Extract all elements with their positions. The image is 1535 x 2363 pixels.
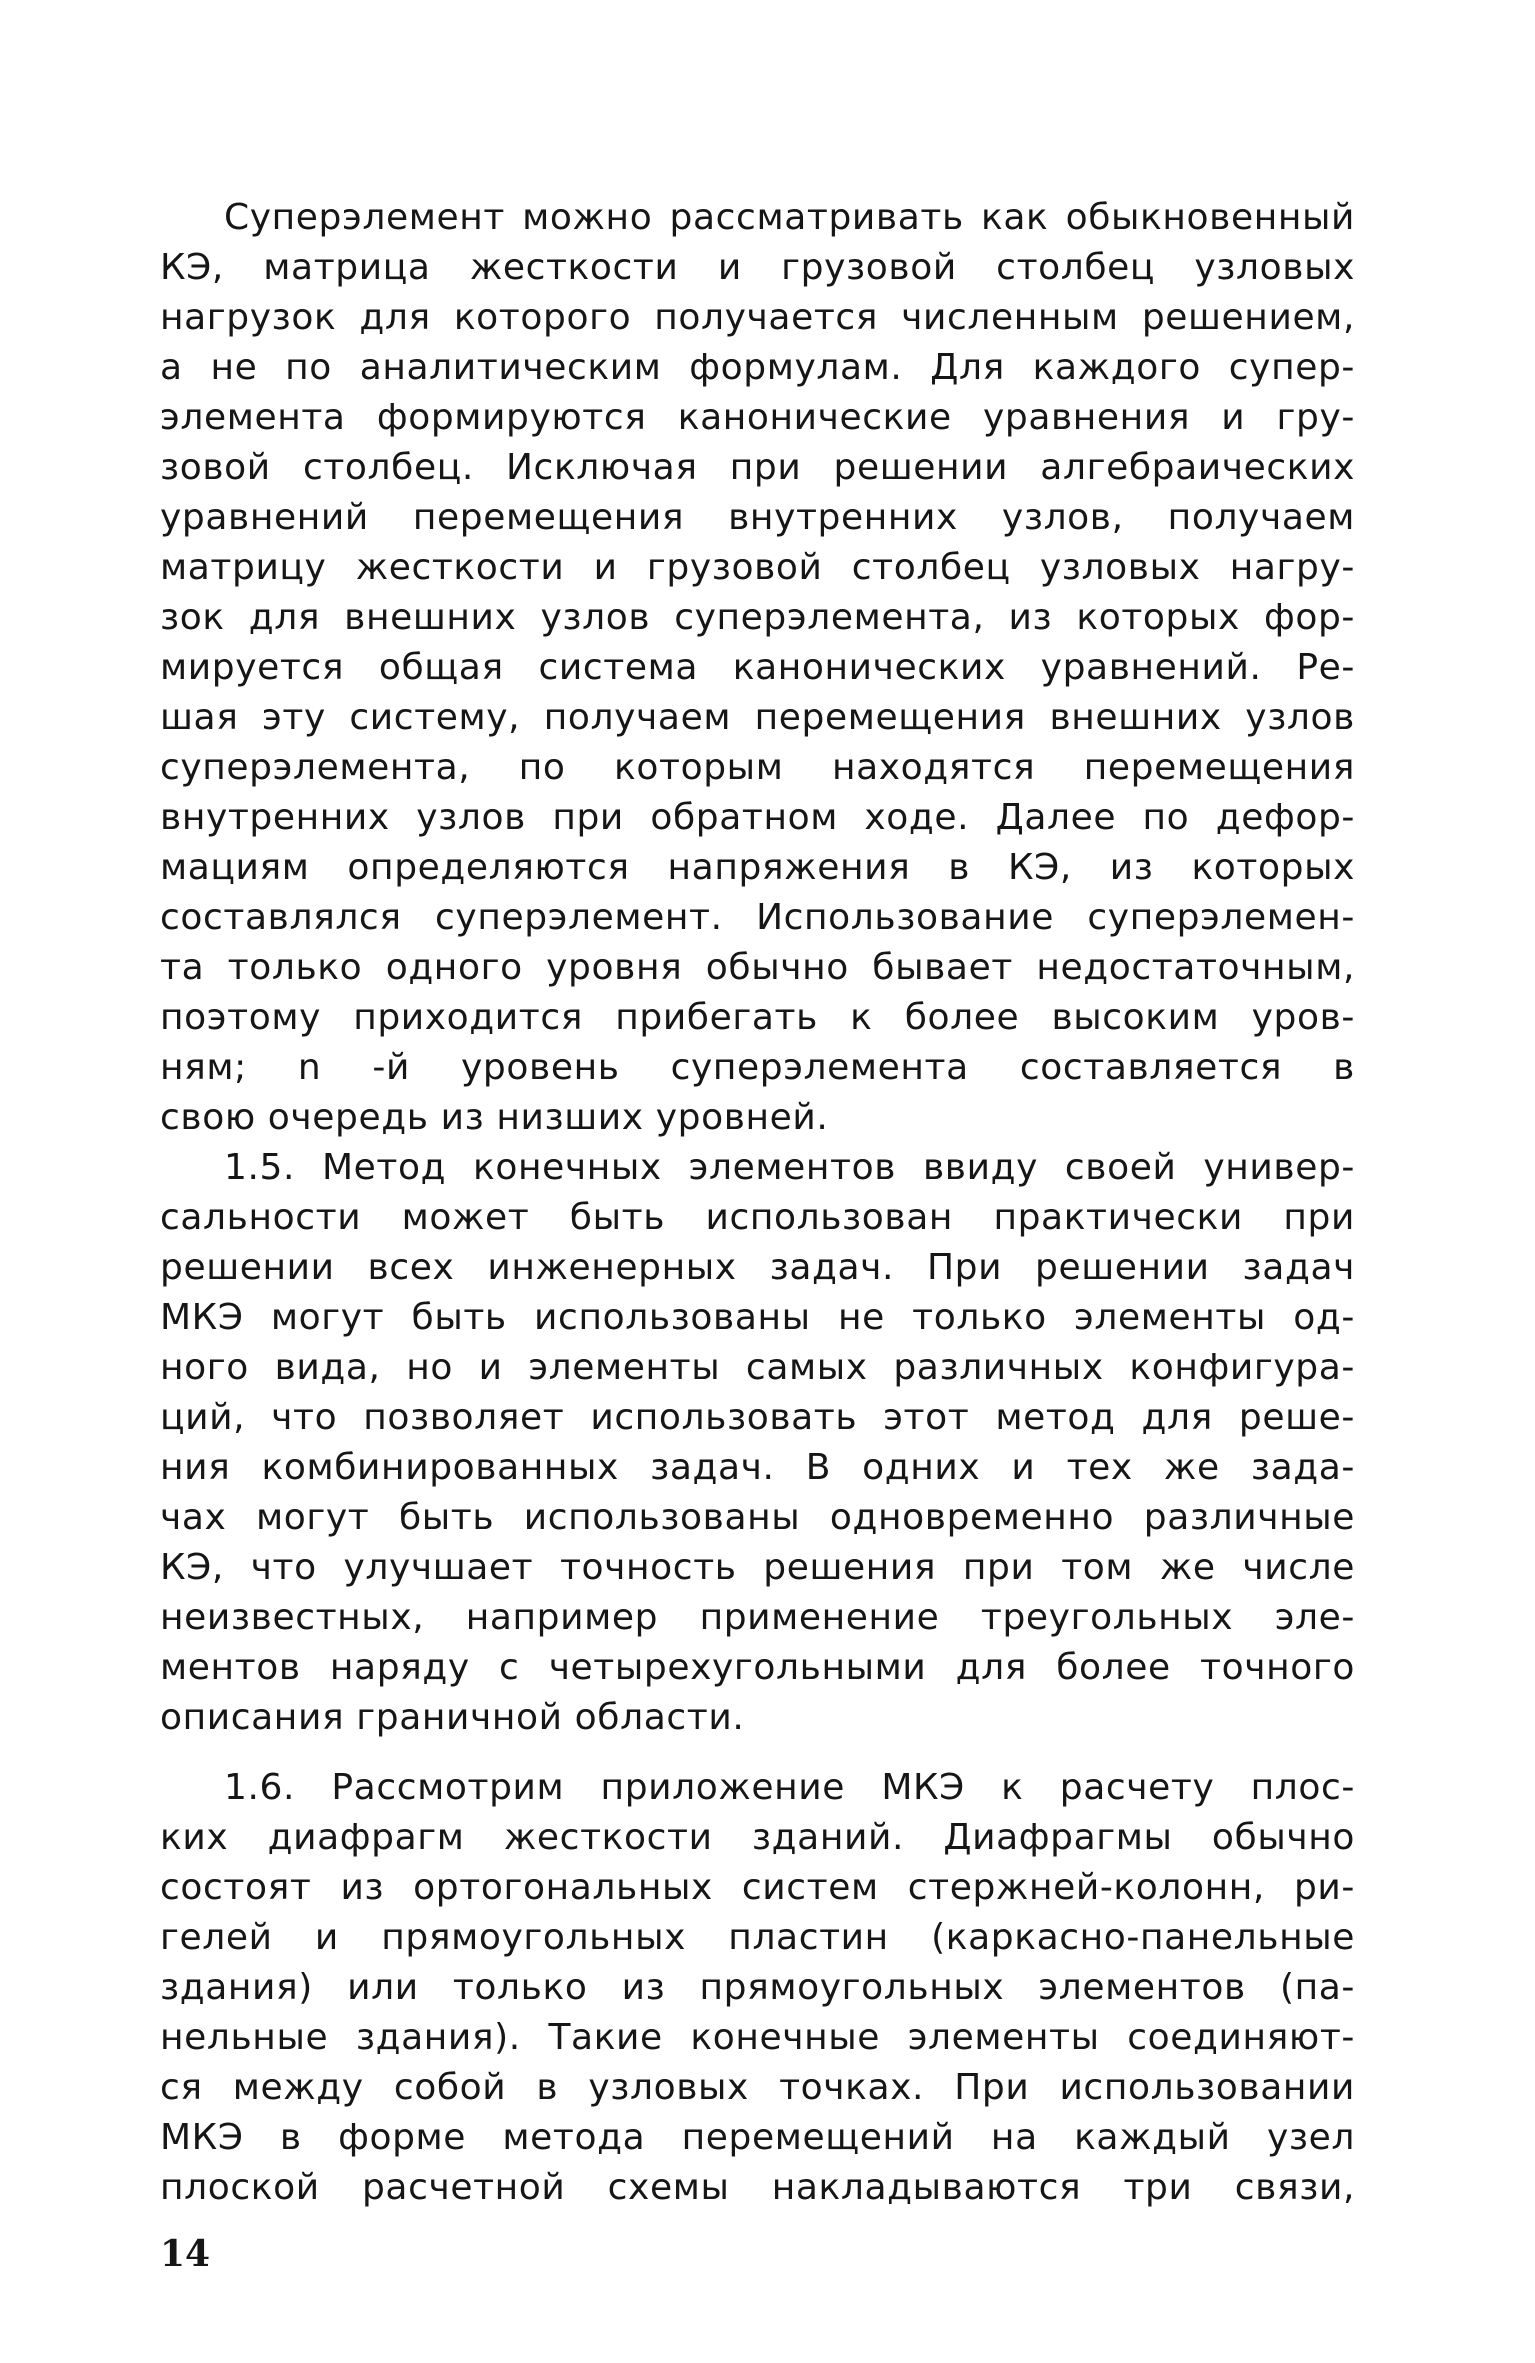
text-line: нельные здания). Такие конечные элементы соединяют- [160,2017,1355,2058]
text-line: ням; n -й уровень суперэлемента составляется в [160,1047,1355,1088]
text-line: составлялся суперэлемент. Использование суперэлемен- [160,897,1355,938]
text-line: чах могут быть использованы одновременно различные [160,1497,1355,1538]
text-line: мациям определяются напряжения в КЭ, из которых [160,847,1355,888]
text-line: здания) или только из прямоугольных элементов (па- [160,1967,1355,2008]
text-line: уравнений перемещения внутренних узлов, получаем [160,497,1355,538]
text-line: зок для внешних узлов суперэлемента, из которых фор- [160,597,1355,638]
text-line: суперэлемента, по которым находятся перемещения [160,747,1355,788]
text-line: неизвестных, например применение треугольных эле- [160,1597,1355,1638]
text-line: ментов наряду с четырехугольными для более точного [160,1647,1355,1688]
text-line: та только одного уровня обычно бывает недостаточным, [160,947,1355,988]
text-line: ций, что позволяет использовать этот метод для реше- [160,1397,1355,1438]
text-line: мируется общая система канонических уравнений. Ре- [160,647,1355,688]
section-1-6-heading-line: 1.6. Рассмотрим приложение МКЭ к расчету плос- [224,1767,1355,1808]
text-line: Суперэлемент можно рассматривать как обыкновенный [224,197,1355,238]
text-line: ного вида, но и элементы самых различных конфигура- [160,1347,1355,1388]
text-line: сальности может быть использован практически при [160,1197,1355,1238]
text-line: зовой столбец. Исключая при решении алгебраических [160,447,1355,488]
text-line: КЭ, матрица жесткости и грузовой столбец узловых [160,247,1355,288]
text-line: свою очередь из низших уровней. [160,1097,829,1138]
text-line: элемента формируются канонические уравнения и гру- [160,397,1355,438]
text-line: нагрузок для которого получается численным решением, [160,297,1355,338]
text-line: поэтому приходится прибегать к более высоким уров- [160,997,1355,1038]
text-line: описания граничной области. [160,1697,745,1738]
text-line: гелей и прямоугольных пластин (каркасно-панельные [160,1917,1355,1958]
text-line: МКЭ в форме метода перемещений на каждый узел [160,2117,1355,2158]
text-line: КЭ, что улучшает точность решения при том же числе [160,1547,1355,1588]
text-line: ния комбинированных задач. В одних и тех же зада- [160,1447,1355,1488]
text-line: шая эту систему, получаем перемещения внешних узлов [160,697,1355,738]
text-line: ся между собой в узловых точках. При использовании [160,2067,1355,2108]
section-1-5-heading-line: 1.5. Метод конечных элементов ввиду своей универ- [224,1147,1355,1188]
text-line: состоят из ортогональных систем стержней-колонн, ри- [160,1867,1355,1908]
text-line: решении всех инженерных задач. При решении задач [160,1247,1355,1288]
text-line: плоской расчетной схемы накладываются три связи, [160,2167,1355,2208]
text-line: матрицу жесткости и грузовой столбец узловых нагру- [160,547,1355,588]
text-line: ких диафрагм жесткости зданий. Диафрагмы обычно [160,1817,1355,1858]
text-line: внутренних узлов при обратном ходе. Далее по дефор- [160,797,1355,838]
text-line: МКЭ могут быть использованы не только элементы од- [160,1297,1355,1338]
page-number: 14 [160,2233,211,2275]
text-line: а не по аналитическим формулам. Для каждого супер- [160,347,1355,388]
